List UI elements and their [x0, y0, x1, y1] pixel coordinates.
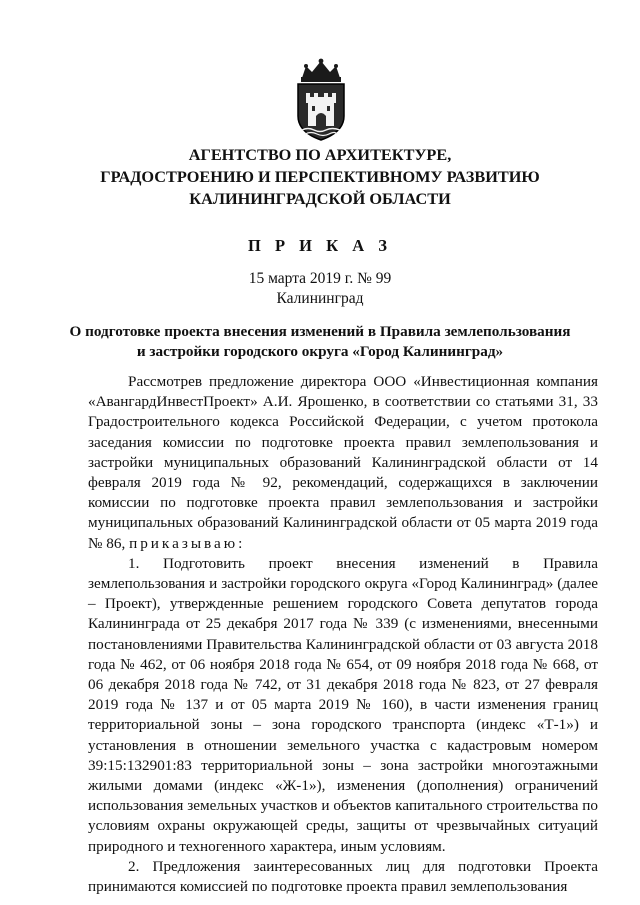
order-city: Калининград: [276, 290, 364, 307]
kaliningrad-coat-of-arms-icon: [290, 58, 352, 142]
order-title: П Р И К А З: [248, 236, 392, 255]
order-verb: приказываю:: [129, 534, 246, 552]
agency-name-line: АГЕНТСТВО ПО АРХИТЕКТУРЕ,: [188, 145, 452, 164]
body-paragraph: [88, 372, 598, 554]
order-body: [88, 372, 598, 897]
body-paragraph: 1. Подготовить проект внесения изменений в Правила землепользования и застройки городского округа «Город Калининград» (далее – Проект), утвержденные решением городского Совета депутатов города Калининграда от 25 декабря 2017 года № 339 (с изменениями, внесенными постановлениями Правительства Калининградской области от 03 августа 2018 года № 462, от 06 ноября 2018 года № 654, от 09 ноября 2018 года № 668, от 06 декабря 2018 года № 742, от 31 декабря 2018 года № 823, от 27 февраля 2019 года № 137 и от 05 марта 2019 № 160), в части изменения границ территориальной зоны – зона городского транспорта (индекс «Т-1») и установления в отношении земельного участка с кадастровым номером 39:15:132901:83 территориальной зоны – зона застройки многоэтажными жилыми домами (индекс «Ж-1»), изменения (дополнения) ограничений использования земельных участков и объектов капитального строительства по условиям охраны окружающей среды, защиты от чрезвычайных ситуаций природного и техногенного характера, иным условиям.: [88, 554, 598, 855]
body-paragraph: 2. Предложения заинтересованных лиц для подготовки Проекта принимаются комиссией по подготовке проекта правил землепользования: [88, 857, 598, 896]
preamble-text: Рассмотрев предложение директора ООО «Инвестиционная компания «АвангардИнвестПроект» А.И. Ярошенко, в соответствии со статьями 31, 33 Градостроительного кодекса Российской Федерации, с учетом протокола заседания комиссии по подготовке проекта правил землепользования и застройки муниципальных образований Калининградской области от 14 февраля 2019 года № 92, рекомендаций, содержащихся в заключении комиссии по подготовке проекта правил землепользования и застройки муниципальных образований Калининградской области от 05 марта 2019 года № 86,: [88, 373, 598, 552]
order-meta: [60, 269, 580, 309]
order-date-number: 15 марта 2019 г. № 99: [248, 270, 392, 287]
agency-name-line: ГРАДОСТРОЕНИЮ И ПЕРСПЕКТИВНОМУ РАЗВИТИЮ: [100, 167, 540, 186]
order-subject: [60, 322, 580, 362]
agency-name-line: КАЛИНИНГРАДСКОЙ ОБЛАСТИ: [189, 189, 451, 208]
order-subject-line: и застройки городского округа «Город Калининград»: [136, 343, 504, 360]
order-subject-line: О подготовке проекта внесения изменений в Правила землепользования: [69, 323, 571, 340]
agency-name: [60, 144, 580, 210]
